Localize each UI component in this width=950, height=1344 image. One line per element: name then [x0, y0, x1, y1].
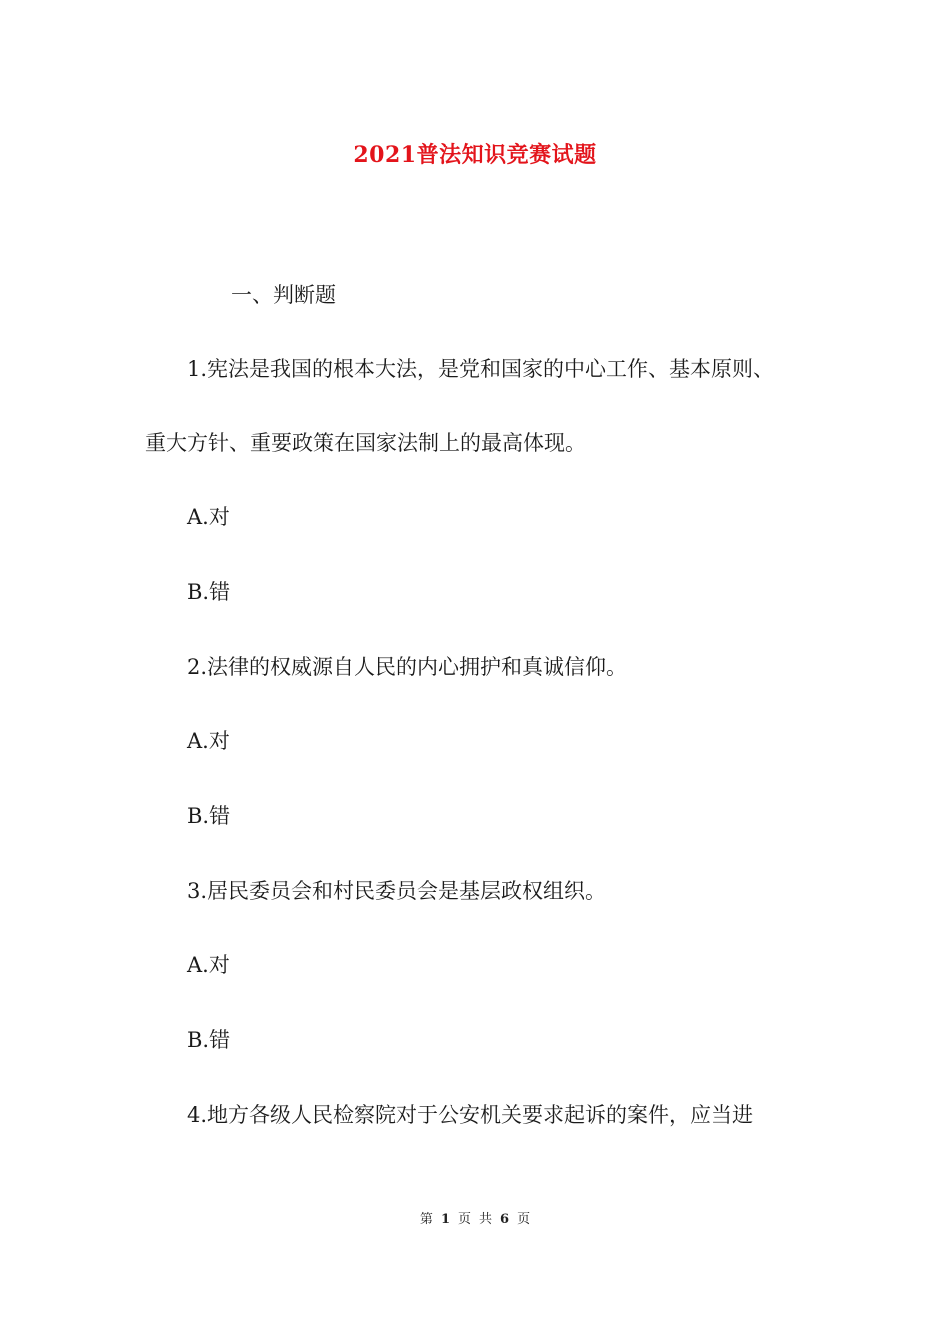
question-1-line-2: 重大方针、重要政策在国家法制上的最高体现。	[145, 431, 586, 455]
footer-total-pages: 6	[500, 1212, 510, 1227]
footer-current-page: 1	[440, 1212, 450, 1227]
document-title: 2021普法知识竞赛试题	[353, 142, 597, 168]
footer-page-label: 页	[457, 1212, 471, 1227]
section-heading: 一、判断题	[231, 283, 336, 307]
question-1-option-a: A.对	[187, 505, 230, 529]
footer-suffix: 页	[517, 1212, 531, 1227]
question-2-option-b: B.错	[187, 804, 231, 828]
footer-total-prefix: 共	[479, 1212, 493, 1227]
question-3-option-a: A.对	[187, 953, 230, 977]
question-2-text: 2.法律的权威源自人民的内心拥护和真诚信仰。	[187, 655, 628, 679]
page-footer	[0, 1208, 950, 1227]
question-3-text: 3.居民委员会和村民委员会是基层政权组织。	[187, 879, 607, 903]
question-1-line-1: 1.宪法是我国的根本大法，是党和国家的中心工作、基本原则、	[187, 357, 775, 381]
question-4-line-1: 4.地方各级人民检察院对于公安机关要求起诉的案件，应当进	[187, 1103, 754, 1127]
question-3-option-b: B.错	[187, 1028, 231, 1052]
question-1-option-b: B.错	[187, 580, 231, 604]
footer-prefix: 第	[419, 1212, 433, 1227]
question-2-option-a: A.对	[187, 729, 230, 753]
